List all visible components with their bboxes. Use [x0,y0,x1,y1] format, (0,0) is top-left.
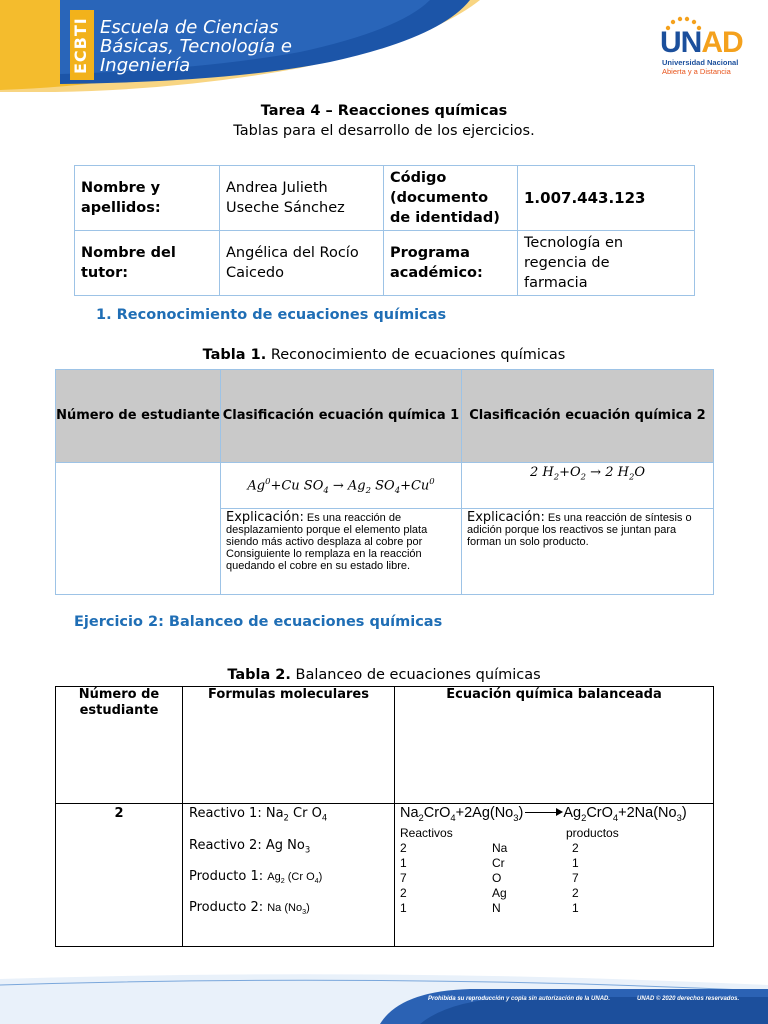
balanced-equation [395,804,714,947]
molecular-formulas [183,804,395,947]
atom-count-grid [400,826,708,916]
caption-bold: Tabla 1. [202,347,267,363]
caption-rest: Balanceo de ecuaciones químicas [290,667,541,683]
code-value: 1.007.443.123 [518,166,695,231]
count-product: 2 [572,885,579,900]
logo-un: UN [660,26,702,59]
program-label [384,231,518,296]
logo-subtitle-2: Abierta y a Distancia [662,67,731,76]
program-label-line: académico: [390,265,483,281]
table-2-caption [0,667,768,683]
caption-bold: Tabla 2. [227,667,291,683]
footer-rights: UNAD © 2020 derechos reservados. [637,996,740,1002]
name-label-line: Nombre y [81,180,161,196]
table-1 [55,369,714,595]
name-value [220,166,384,231]
table-2 [55,686,714,947]
footer-banner [0,965,768,1024]
count-element: N [492,900,501,915]
count-reactant: 1 [400,900,407,915]
count-element: Cr [492,855,505,870]
producto-1-label: Producto 1: [189,869,268,885]
program-value-line: regencia de [524,255,610,271]
balanced-equation-line: $Na_2CrO_4+2Ag(No_3)$ $Ag_2CrO_4+2Na(No_3)$ [400,805,687,823]
tutor-label [75,231,220,296]
t1-header-student: Número de estudiante [56,370,221,463]
productos-label: productos [566,825,619,840]
count-reactant: 7 [400,870,407,885]
count-product: 1 [572,855,579,870]
equation-2: 2 $H_2+O_2 \to 2$ $H_2O$ [462,463,714,509]
code-label-line: de identidad) [390,210,500,226]
program-value-line: Tecnología en [524,235,624,251]
name-value-line: Useche Sánchez [226,200,345,216]
reactivos-label: Reactivos [400,825,453,840]
tutor-value-line: Caicedo [226,265,285,281]
equation-1: $Ag^0+Cu$ $SO_4 \to Ag_2$ $SO_4+Cu^0$ [221,463,462,509]
reactivo-1-label: Reactivo 1: [189,806,266,821]
explanation-2-text: Es una reacción de síntesis o adición porque los reactivos se juntan para forman un solo producto. [467,512,692,548]
footer-background [0,965,768,1024]
t2-header-student: Número de estudiante [56,687,183,804]
count-reactant: 2 [400,885,407,900]
code-label-line: Código [390,170,447,186]
ecbti-label: ECBTI [71,17,90,75]
count-element: Na [492,840,508,855]
reactivo-2-label: Reactivo 2: [189,837,266,853]
program-label-line: Programa [390,245,470,261]
t1-header-eq2: Clasificación ecuación química 2 [462,370,714,463]
t2-header-balanced: Ecuación química balanceada [395,687,714,804]
program-value-line: farmacia [524,275,588,291]
school-line-1: Escuela de Ciencias [100,17,279,38]
count-product: 2 [572,840,579,855]
logo-wordmark [660,26,743,60]
unad-logo [660,16,760,80]
t2-header-formulas: Formulas moleculares [183,687,395,804]
code-label-line: (documento [390,190,489,206]
footer-notice: Prohibida su reproducción y copia sin autorización de la UNAD. [428,996,611,1002]
arrow-icon [525,812,561,813]
code-label [384,166,518,231]
t1-header-eq1: Clasificación ecuación química 1 [221,370,462,463]
tutor-value-line: Angélica del Rocío [226,245,359,261]
page-subtitle: Tablas para el desarrollo de los ejercicios. [233,123,535,139]
name-label-line: apellidos: [81,200,161,216]
t1-student-cell [56,463,221,595]
count-element: O [492,870,502,885]
section-2-heading: Ejercicio 2: Balanceo de ecuaciones químicas [74,614,443,630]
producto-1: Producto 1: $Ag_2$ (Cr $O_4$) [189,869,323,886]
count-element: Ag [492,885,507,900]
school-name [100,18,292,75]
section-1-heading: 1. Reconocimiento de ecuaciones químicas [96,307,447,323]
school-line-2: Básicas, Tecnología e [100,36,292,57]
name-label [75,166,220,231]
count-reactant: 2 [400,840,407,855]
producto-2-label: Producto 2: [189,900,268,916]
explanation-1-text: Es una reacción de desplazamiento porque el elemento plata siendo más activo desplaza al cobre por Consiguiente lo remplaza en la reacción quedando el cobre en su estado libre. [226,512,428,572]
caption-rest: Reconocimiento de ecuaciones químicas [266,347,566,363]
explanation-1 [221,509,462,595]
tutor-label-line: Nombre del [81,245,176,261]
grid-spacer [492,826,572,841]
t2-student-number: 2 [56,804,183,947]
student-info-table [74,165,695,296]
reactivo-2: Reactivo 2: Ag $No_3$ [189,837,311,855]
tutor-label-line: tutor: [81,265,129,281]
explanation-label: Explicación: [226,510,304,525]
page-title: Tarea 4 – Reacciones químicas [260,103,508,119]
count-reactant: 1 [400,855,407,870]
program-value [518,231,695,296]
explanation-2 [462,509,714,595]
school-line-3: Ingeniería [100,55,191,76]
producto-2: Producto 2: Na $(No_3)$ [189,900,310,917]
reactivo-1: Reactivo 1: $Na_2$ Cr $O_4$ [189,806,328,823]
tutor-value [220,231,384,296]
logo-subtitle-1: Universidad Nacional [662,58,739,67]
count-product: 7 [572,870,579,885]
table-1-caption [0,347,768,363]
header-banner [0,0,768,96]
explanation-label: Explicación: [467,510,545,525]
logo-ad: AD [701,26,743,59]
name-value-line: Andrea Julieth [226,180,328,196]
count-product: 1 [572,900,579,915]
